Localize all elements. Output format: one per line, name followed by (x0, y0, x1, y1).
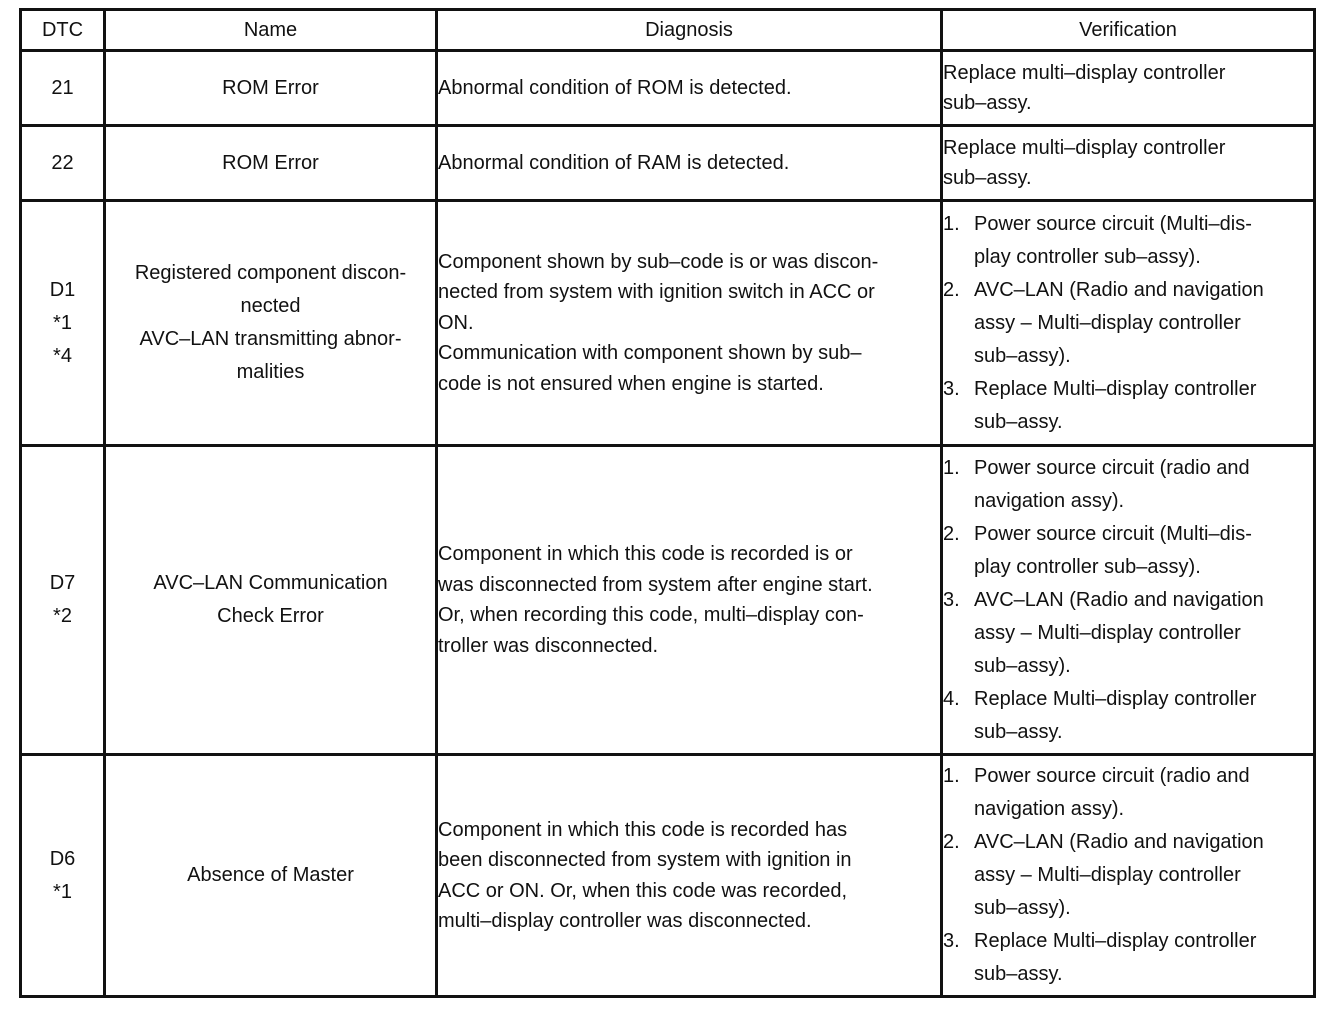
dtc-name: Registered component discon- nected AVC–LAN transmitting abnor- malities (105, 201, 437, 446)
dtc-code: D1 *1 *4 (21, 201, 105, 446)
dtc-diagnosis: Abnormal condition of RAM is detected. (437, 126, 942, 201)
list-item: 1. Power source circuit (Multi–dis- play controller sub–assy). (943, 212, 1252, 268)
list-item: 2. AVC–LAN (Radio and navigation assy – Multi–display controller sub–assy). (943, 831, 1264, 919)
list-item: 1. Power source circuit (radio and navigation assy). (943, 765, 1250, 820)
dtc-code: D6 *1 (21, 755, 105, 997)
list-item: 4. Replace Multi–display controller sub–assy. (943, 687, 1257, 743)
dtc-table (19, 8, 1316, 998)
dtc-verification: Replace multi–display controller sub–assy. (942, 126, 1315, 201)
header-row (21, 10, 1315, 51)
table-row (21, 126, 1315, 201)
list-item: 3. AVC–LAN (Radio and navigation assy – Multi–display controller sub–assy). (943, 588, 1264, 677)
dtc-verification (942, 446, 1315, 755)
dtc-name: ROM Error (105, 51, 437, 126)
table-row (21, 51, 1315, 126)
dtc-code: D7 *2 (21, 446, 105, 755)
header-name: Name (105, 10, 437, 51)
dtc-name: Absence of Master (105, 755, 437, 997)
dtc-name: AVC–LAN Communication Check Error (105, 446, 437, 755)
list-item: 1. Power source circuit (radio and navigation assy). (943, 456, 1250, 512)
dtc-code: 21 (21, 51, 105, 126)
verification-steps (943, 760, 1313, 991)
dtc-code: 22 (21, 126, 105, 201)
dtc-diagnosis: Component in which this code is recorded is or was disconnected from system after engine start. Or, when recording this code, multi–display con- troller was disconnected. (437, 446, 942, 755)
dtc-diagnosis: Abnormal condition of ROM is detected. (437, 51, 942, 126)
list-item: 3. Replace Multi–display controller sub–assy. (943, 377, 1257, 433)
verification-steps (943, 452, 1313, 749)
dtc-verification (942, 201, 1315, 446)
dtc-name: ROM Error (105, 126, 437, 201)
table-row (21, 755, 1315, 997)
dtc-diagnosis: Component in which this code is recorded has been disconnected from system with ignition in ACC or ON. Or, when this code was recorded, multi–display controller was disconnected. (437, 755, 942, 997)
list-item: 2. AVC–LAN (Radio and navigation assy – Multi–display controller sub–assy). (943, 278, 1264, 367)
header-dtc: DTC (21, 10, 105, 51)
table-row (21, 446, 1315, 755)
list-item: 3. Replace Multi–display controller sub–assy. (943, 930, 1257, 985)
header-verification: Verification (942, 10, 1315, 51)
list-item: 2. Power source circuit (Multi–dis- play controller sub–assy). (943, 522, 1252, 578)
header-diagnosis: Diagnosis (437, 10, 942, 51)
table-row (21, 201, 1315, 446)
verification-steps (943, 208, 1313, 439)
dtc-verification: Replace multi–display controller sub–assy. (942, 51, 1315, 126)
dtc-verification (942, 755, 1315, 997)
dtc-diagnosis: Component shown by sub–code is or was discon- nected from system with ignition switch in ACC or ON. Communication with component shown by sub– code is not ensured when engine is started. (437, 201, 942, 446)
